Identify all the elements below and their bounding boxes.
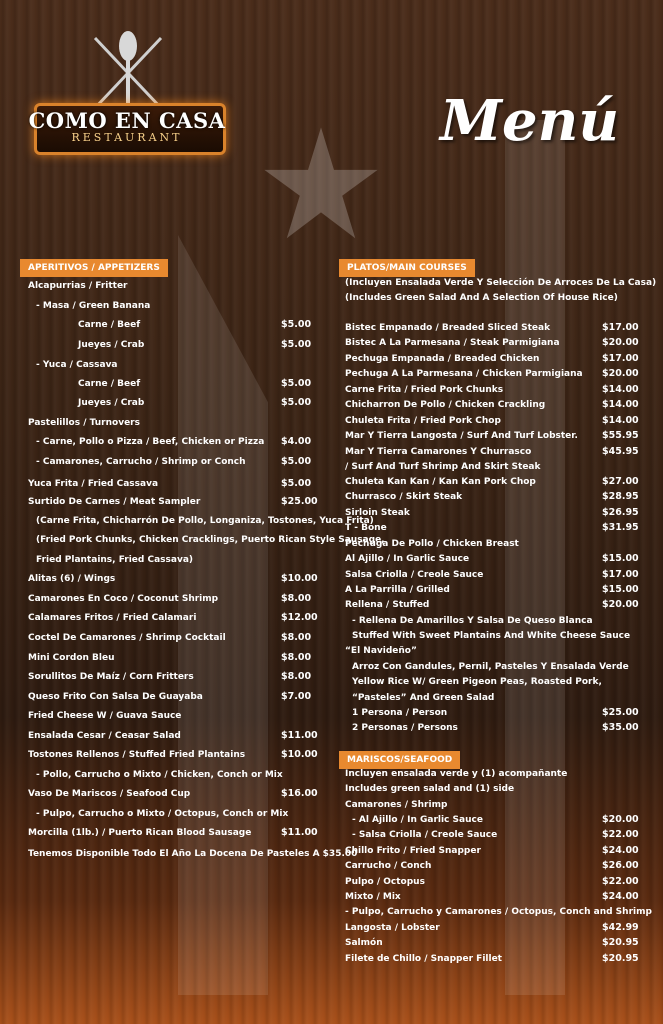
menu-item-text: (Carne Frita, Chicharrón De Pollo, Longaniza, Tostones, Yuca Frita) (36, 516, 374, 526)
menu-item-text: - Masa / Green Banana (36, 301, 151, 311)
menu-item-price: $5.00 (281, 456, 312, 467)
menu-item-price: $20.00 (602, 814, 639, 825)
menu-item-text: Churrasco / Skirt Steak (345, 492, 463, 502)
menu-item-text: - Pulpo, Carrucho o Mixto / Octopus, Conch or Mix (36, 809, 289, 819)
menu-item-price: $5.00 (281, 397, 312, 408)
menu-item-text: Alcapurrias / Fritter (28, 281, 128, 291)
menu-item-text: - Yuca / Cassava (36, 360, 118, 370)
menu-item-price: $17.00 (602, 322, 639, 333)
menu-item-text: Jueyes / Crab (78, 398, 145, 408)
menu-item-price: $26.00 (602, 860, 639, 871)
menu-item-text: Mar Y Tierra Langosta / Surf And Turf Lobster. (345, 431, 578, 441)
menu-item-price: $5.00 (281, 478, 312, 489)
menu-item-price: $26.95 (602, 507, 639, 518)
menu-item-text: Filete de Chillo / Snapper Fillet (345, 954, 502, 964)
menu-item-text: - Camarones, Carrucho / Shrimp or Conch (36, 457, 246, 467)
menu-item-price: $20.95 (602, 937, 639, 948)
logo-name: COMO EN CASA (28, 108, 226, 133)
menu-item-text: “Pasteles” And Green Salad (352, 693, 495, 703)
menu-item-price: $8.00 (281, 652, 312, 663)
menu-item-price: $55.95 (602, 430, 639, 441)
menu-item-text: Tenemos Disponible Todo El Año La Docena De Pasteles A $35.00 (28, 849, 358, 859)
menu-item-price: $14.00 (602, 384, 639, 395)
menu-item-text: Alitas (6) / Wings (28, 574, 116, 584)
menu-item-price: $8.00 (281, 593, 312, 604)
menu-item-text: A La Parrilla / Grilled (345, 585, 450, 595)
menu-item-text: Pulpo / Octopus (345, 877, 425, 887)
menu-item-text: Pechuga Empanada / Breaded Chicken (345, 354, 540, 364)
menu-item-text: Vaso De Mariscos / Seafood Cup (28, 789, 191, 799)
menu-item-text: Calamares Fritos / Fried Calamari (28, 613, 197, 623)
menu-item-text: Stuffed With Sweet Plantains And White Cheese Sauce (352, 631, 631, 641)
menu-item-text: - Pollo, Carrucho o Mixto / Chicken, Conch or Mix (36, 770, 283, 780)
menu-item-text: Salsa Criolla / Creole Sauce (345, 570, 484, 580)
menu-item-price: $45.95 (602, 446, 639, 457)
menu-item-text: Ensalada Cesar / Ceasar Salad (28, 731, 181, 741)
menu-item-price: $10.00 (281, 749, 318, 760)
menu-item-price: $15.00 (602, 553, 639, 564)
menu-item-text: Mar Y Tierra Camarones Y Churrasco (345, 447, 532, 457)
menu-item-text: Coctel De Camarones / Shrimp Cocktail (28, 633, 226, 643)
menu-item-text: Camarones / Shrimp (345, 800, 448, 810)
menu-item-price: $25.00 (602, 707, 639, 718)
menu-item-price: $4.00 (281, 436, 312, 447)
menu-item-price: $5.00 (281, 319, 312, 330)
menu-item-text: Jueyes / Crab (78, 340, 145, 350)
menu-item-text: Surtido De Carnes / Meat Sampler (28, 497, 201, 507)
menu-item-text: Yellow Rice W/ Green Pigeon Peas, Roasted Pork, (352, 677, 602, 687)
menu-item-text: Tostones Rellenos / Stuffed Fried Plantains (28, 750, 246, 760)
menu-item-text: Fried Cheese W / Guava Sauce (28, 711, 182, 721)
seafood-header: MARISCOS/SEAFOOD (339, 751, 460, 769)
menu-item-text: Fried Plantains, Fried Cassava) (36, 555, 194, 565)
menu-item-text: Rellena / Stuffed (345, 600, 430, 610)
flag-band-right (505, 120, 565, 995)
menu-item-text: Queso Frito Con Salsa De Guayaba (28, 692, 203, 702)
menu-item-text: Pechuga De Pollo / Chicken Breast (345, 539, 519, 549)
menu-item-price: $14.00 (602, 399, 639, 410)
appetizers-header: APERITIVOS / APPETIZERS (20, 259, 168, 277)
menu-item-price: $25.00 (281, 496, 318, 507)
menu-item-text: Sorullitos De Maíz / Corn Fritters (28, 672, 194, 682)
menu-item-price: $22.00 (602, 876, 639, 887)
menu-item-text: Yuca Frita / Fried Cassava (28, 479, 159, 489)
menu-item-text: Carrucho / Conch (345, 861, 432, 871)
menu-item-price: $20.00 (602, 599, 639, 610)
logo-subtitle: RESTAURANT (71, 131, 183, 144)
menu-item-text: Bistec Empanado / Breaded Sliced Steak (345, 323, 551, 333)
menu-item-text: Camarones En Coco / Coconut Shrimp (28, 594, 219, 604)
menu-item-text: Salmón (345, 938, 383, 948)
main-courses-header: PLATOS/MAIN COURSES (339, 259, 475, 277)
menu-item-price: $22.00 (602, 829, 639, 840)
menu-item-text: Sirloin Steak (345, 508, 410, 518)
menu-item-text: Incluyen ensalada verde y (1) acompañante (345, 769, 568, 779)
menu-item-text: Carne / Beef (78, 379, 141, 389)
menu-item-text: - Al Ajillo / In Garlic Sauce (352, 815, 483, 825)
menu-item-price: $17.00 (602, 569, 639, 580)
menu-item-price: $8.00 (281, 671, 312, 682)
menu-item-text: Mini Cordon Bleu (28, 653, 115, 663)
menu-item-price: $14.00 (602, 415, 639, 426)
menu-item-text: Pastelillos / Turnovers (28, 418, 140, 428)
menu-item-price: $20.00 (602, 368, 639, 379)
menu-item-price: $7.00 (281, 691, 312, 702)
menu-item-price: $16.00 (281, 788, 318, 799)
menu-item-text: Carne / Beef (78, 320, 141, 330)
menu-item-price: $35.00 (602, 722, 639, 733)
utensils-icon (83, 28, 173, 113)
menu-item-price: $42.99 (602, 922, 639, 933)
menu-item-price: $12.00 (281, 612, 318, 623)
menu-item-price: $10.00 (281, 573, 318, 584)
menu-item-price: $5.00 (281, 339, 312, 350)
menu-item-price: $24.00 (602, 891, 639, 902)
menu-item-text: “El Navideño” (345, 646, 417, 656)
menu-item-text: Chuleta Kan Kan / Kan Kan Pork Chop (345, 477, 536, 487)
menu-item-price: $20.00 (602, 337, 639, 348)
menu-item-price: $28.95 (602, 491, 639, 502)
menu-item-price: $27.00 (602, 476, 639, 487)
menu-item-text: Morcilla (1lb.) / Puerto Rican Blood Sausage (28, 828, 252, 838)
page-title: Menú (440, 88, 620, 154)
menu-item-price: $20.95 (602, 953, 639, 964)
menu-item-text: (Includes Green Salad And A Selection Of House Rice) (345, 293, 618, 303)
menu-item-text: 1 Persona / Person (352, 708, 448, 718)
menu-item-text: Mixto / Mix (345, 892, 401, 902)
menu-item-text: Chuleta Frita / Fried Pork Chop (345, 416, 501, 426)
menu-item-text: Pechuga A La Parmesana / Chicken Parmigiana (345, 369, 583, 379)
star-icon (262, 125, 380, 243)
menu-item-text: (Incluyen Ensalada Verde Y Selección De Arroces De La Casa) (345, 278, 657, 288)
menu-item-text: (Fried Pork Chunks, Chicken Cracklings, Puerto Rican Style Sausage, (36, 535, 385, 545)
menu-item-price: $31.95 (602, 522, 639, 533)
menu-item-price: $11.00 (281, 730, 318, 741)
menu-item-text: Al Ajillo / In Garlic Sauce (345, 554, 470, 564)
menu-item-text: - Pulpo, Carrucho y Camarones / Octopus, Conch and Shrimp (345, 907, 652, 917)
menu-item-price: $15.00 (602, 584, 639, 595)
menu-item-price: $5.00 (281, 378, 312, 389)
menu-item-text: Includes green salad and (1) side (345, 784, 515, 794)
menu-item-text: Bistec A La Parmesana / Steak Parmigiana (345, 338, 560, 348)
menu-item-text: - Rellena De Amarillos Y Salsa De Queso Blanca (352, 616, 593, 626)
menu-item-text: 2 Personas / Persons (352, 723, 458, 733)
menu-item-text: T - Bone (345, 523, 387, 533)
menu-item-price: $8.00 (281, 632, 312, 643)
menu-item-price: $17.00 (602, 353, 639, 364)
menu-item-text: / Surf And Turf Shrimp And Skirt Steak (345, 462, 541, 472)
menu-item-text: Chillo Frito / Fried Snapper (345, 846, 481, 856)
menu-item-text: Langosta / Lobster (345, 923, 440, 933)
menu-item-text: - Salsa Criolla / Creole Sauce (352, 830, 498, 840)
menu-item-text: - Carne, Pollo o Pizza / Beef, Chicken or Pizza (36, 437, 265, 447)
restaurant-logo (28, 28, 228, 178)
menu-item-text: Chicharron De Pollo / Chicken Crackling (345, 400, 546, 410)
menu-item-text: Arroz Con Gandules, Pernil, Pasteles Y Ensalada Verde (352, 662, 629, 672)
menu-item-price: $24.00 (602, 845, 639, 856)
menu-item-text: Carne Frita / Fried Pork Chunks (345, 385, 504, 395)
menu-item-price: $11.00 (281, 827, 318, 838)
